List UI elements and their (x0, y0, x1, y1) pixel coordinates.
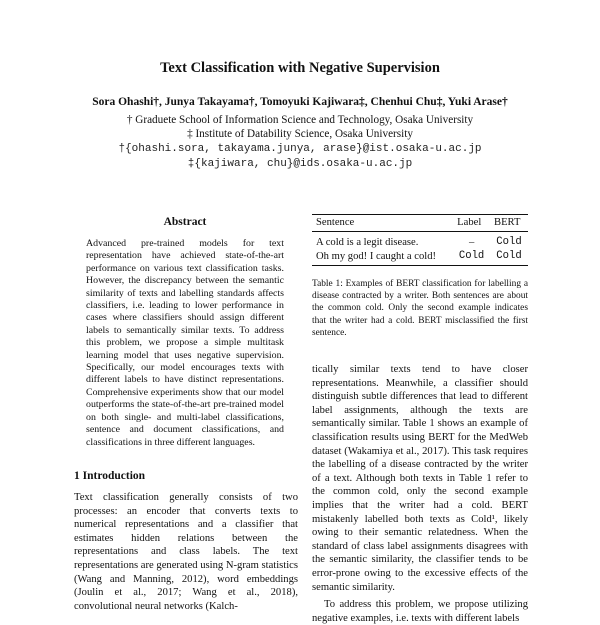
email-line-2: ‡{kajiwara, chu}@ids.osaka-u.ac.jp (187, 158, 413, 170)
introduction-heading: 1 Introduction (74, 470, 146, 482)
table-caption: Table 1: Examples of BERT classification for labelling a disease contracted by a writer. Both sentences are about the common cold. Only the second example indicates that the writer had a cold. BERT misclassified the first sentence. (312, 279, 528, 338)
table-cell: Cold (453, 249, 490, 266)
paper-title: Text Classification with Negative Supervision (160, 60, 440, 76)
table-cell: Oh my god! I caught a cold! (312, 249, 453, 266)
affiliation-1: † Graduete School of Information Science and Technology, Osaka University (126, 114, 474, 126)
table-header-row (312, 215, 528, 232)
example-table (312, 214, 528, 266)
right-column-text (312, 363, 528, 625)
table-row (312, 249, 528, 266)
introduction-body: Text classification generally consists of two processes: an encoder that converts texts to numerical representations and a classifier that estimates hidden relations between the representations and class labels. The text representations are generated using N-gram statistics (Wang and Manning, 2012), word embeddings (Joulin et al., 2017; Wang et al., 2018), convolutional neural networks (Kalch- (74, 492, 298, 612)
abstract-body: Advanced pre-trained models for text representation have achieved state-of-the-art performance on various text classification tasks. However, the discrepancy between the semantic similarity of texts and labelling standards affects classifiers, i.e. leading to lower performance in cases where classifiers should assign different labels to semantically similar texts. To address this problem, we propose a simple multitask learning model that uses negative supervision. Specifically, our model encourages texts with different labels to have distinct representations. Comprehensive experiments show that our model outperforms the state-of-the-art pre-trained model on both single- and multi-label classifications, sentence and document classifications, and classifications in three different languages. (86, 238, 284, 448)
affiliation-2: ‡ Institute of Datability Science, Osaka University (187, 128, 413, 140)
email-line-1: †{ohashi.sora, takayama.junya, arase}@ist.osaka-u.ac.jp (118, 143, 482, 155)
table-header-bert: BERT (490, 215, 528, 232)
right-paragraph-1: tically similar texts tend to have closer representations. Meanwhile, a classifier should distinguish subtle differences that lead to different label assignments, although the texts are semantically similar. Table 1 shows an example of classification results using BERT for the MedWeb dataset (Wakamiya et al., 2017). This task requires the labelling of a disease contracted by the writer of a text. Although both texts in Table 1 refer to the common cold, only the second example implies that the writer had a cold. BERT mistakenly labelled both texts as Cold¹, likely owing to their semantic relatedness. When the standard of class label assignments disagrees with the semantic similarity, the classifier tends to be error-prone owing to the excessive effects of the semantic similarity. (312, 364, 528, 593)
table-cell: A cold is a legit disease. (316, 236, 419, 248)
table-cell: Cold (490, 249, 528, 266)
author-list: Sora Ohashi†, Junya Takayama†, Tomoyuki Kajiwara‡, Chenhui Chu‡, Yuki Arase† (92, 96, 508, 108)
table-cell: Cold (496, 236, 522, 248)
right-paragraph-2: To address this problem, we propose utilizing negative examples, i.e. texts with different labels (312, 599, 528, 624)
table-header-sentence: Sentence (312, 215, 453, 232)
table-header-label: Label (453, 215, 490, 232)
table-cell: – (468, 236, 475, 248)
table-row (312, 232, 528, 250)
abstract-heading: Abstract (163, 216, 207, 228)
